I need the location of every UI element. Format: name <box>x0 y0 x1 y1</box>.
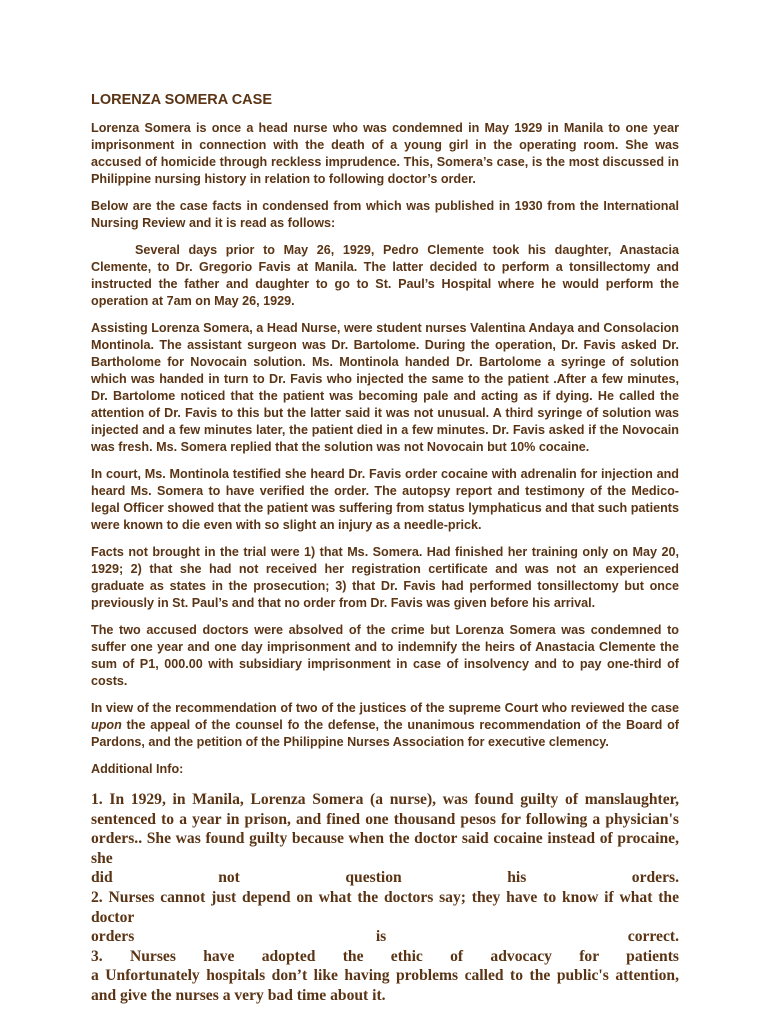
paragraph-verdict: The two accused doctors were absolved of the crime but Lorenza Somera was condemned to suffer one year and one day imprisonment and to indemnify the heirs of Anastacia Clemente the sum of P1, 000.00 with subsidiary imprisonment in case of insolvency and to pay one-third of costs. <box>91 623 679 688</box>
additional-item-2: 2. Nurses cannot just depend on what the doctors say; they have to know if what the doctor <box>91 888 679 926</box>
paragraph-intro: Lorenza Somera is once a head nurse who was condemned in May 1929 in Manila to one year imprisonment in connection with the death of a young girl in the operating room. She was accused of homicide through reckless imprudence. This, Somera’s case, is the most discussed in Philippine nursing history in relation to following doctor’s order. <box>91 121 679 186</box>
additional-item-1: 1. In 1929, in Manila, Lorenza Somera (a nurse), was found guilty of manslaughter, sentenced to a year in prison, and fined one thousand pesos for following a physician's orders.. She was found guilty because when the doctor said cocaine instead of procaine, she <box>91 791 679 867</box>
additional-info-label: Additional Info: <box>91 762 184 776</box>
clemency-text-start: In view of the recommendation of two of the justices of the supreme Court who reviewed the case <box>91 701 679 715</box>
paragraph-operation: Assisting Lorenza Somera, a Head Nurse, were student nurses Valentina Andaya and Consolacion Montinola. The assistant surgeon was Dr. Bartolome. During the operation, Dr. Favis asked Dr. Bartholome for Novocain solution. Ms. Montinola handed Dr. Bartolome a syringe of solution which was handed in turn to Dr. Favis who injected the same to the patient .After a few minutes, Dr. Bartolome noticed that the patient was becoming pale and acting as if dying. He called the attention of Dr. Favis to this but the latter said it was not unusual. A third syringe of solution was injected and a few minutes later, the patient died in a few minutes. Dr. Favis asked if the Novocain was fresh. Ms. Somera replied that the solution was not Novocain but 10% cocaine. <box>91 321 679 454</box>
paragraph-case-background: Several days prior to May 26, 1929, Pedro Clemente took his daughter, Anastacia Clemente, to Dr. Gregorio Favis at Manila. The latter decided to perform a tonsillectomy and instructed the father and daughter to go to St. Paul’s Hospital where he would perform the operation at 7am on May 26, 1929. <box>91 243 679 308</box>
additional-item-2-cont: orders is correct. <box>91 928 679 946</box>
additional-item-3: 3. Nurses have adopted the ethic of advocacy for patients <box>91 947 679 965</box>
additional-info-list <box>91 790 679 1006</box>
paragraph-court: In court, Ms. Montinola testified she heard Dr. Favis order cocaine with adrenalin for injection and heard Ms. Somera to have verified the order. The autopsy report and testimony of the Medico-legal Officer showed that the patient was suffering from status lymphaticus and that such patients were known to die even with so slight an injury as a needle-prick. <box>91 467 679 532</box>
clemency-emphasis: upon <box>91 718 122 732</box>
additional-item-1-cont: did not question his orders. <box>91 869 679 887</box>
paragraph-facts-not-brought: Facts not brought in the trial were 1) that Ms. Somera. Had finished her training only on May 20, 1929; 2) that she had not received her registration certificate and was not an experienced graduate as states in the prosecution; 3) that Dr. Favis had performed tonsillectomy but once previously in St. Paul’s and that no order from Dr. Favis was given before his arrival. <box>91 545 679 610</box>
paragraph-clemency <box>91 700 679 751</box>
paragraph-case-facts-intro: Below are the case facts in condensed from which was published in 1930 from the International Nursing Review and it is read as follows: <box>91 199 679 230</box>
document-title: LORENZA SOMERA CASE <box>91 92 272 108</box>
additional-item-3-cont: a Unfortunately hospitals don’t like having problems called to the public's attention, and give the nurses a very bad time about it. <box>91 967 679 1004</box>
clemency-text-end: the appeal of the counsel fo the defense, the unanimous recommendation of the Board of Pardons, and the petition of the Philippine Nurses Association for executive clemency. <box>91 718 679 749</box>
